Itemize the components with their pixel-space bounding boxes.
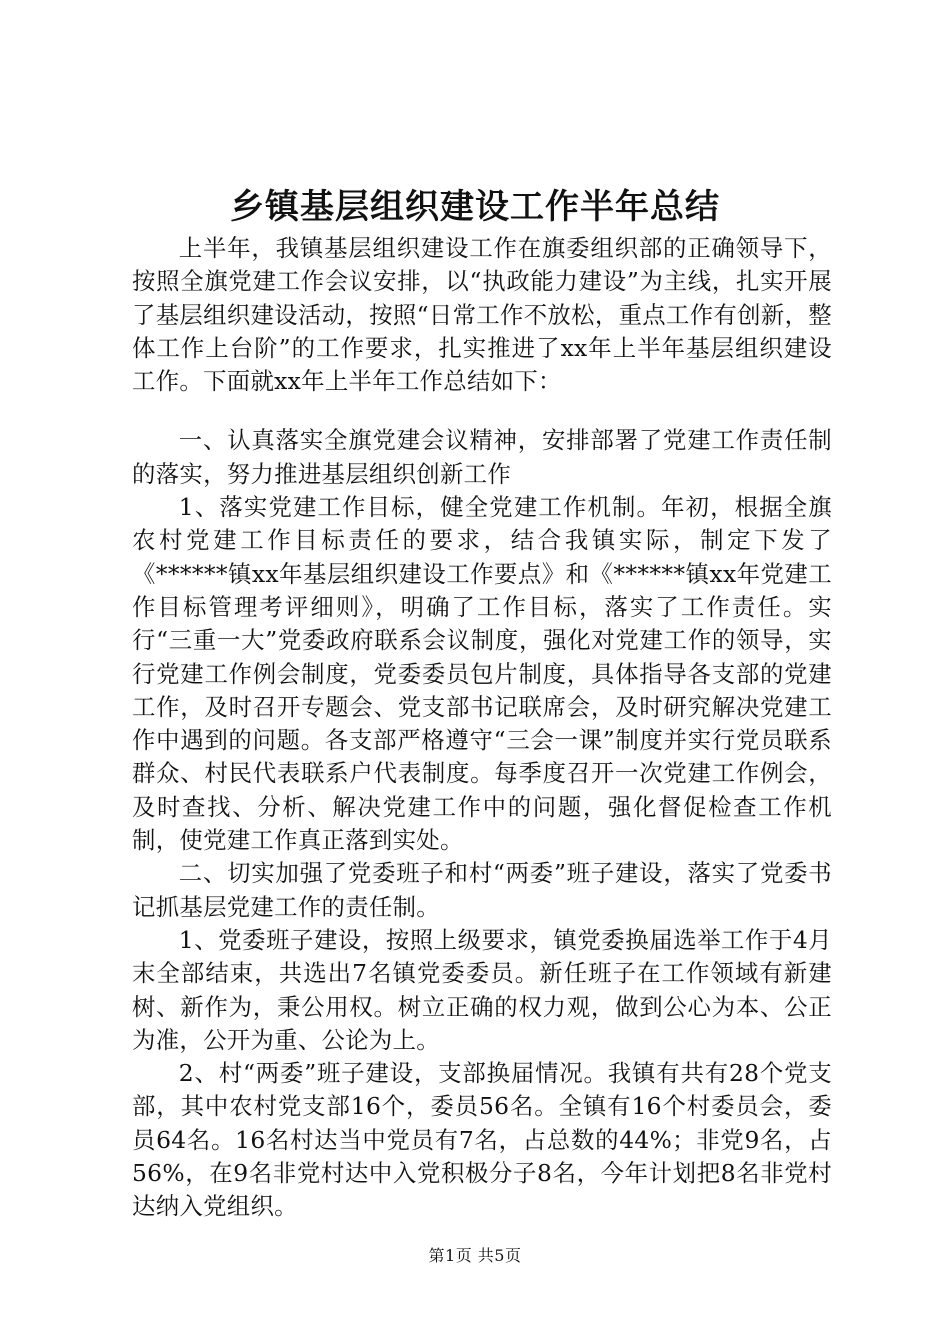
section-heading-1: 一、认真落实全旗党建会议精神，安排部署了党建工作责任制的落实，努力推进基层组织创新工作 [132,426,832,488]
page-footer: 第1页 共5页 [428,1246,522,1265]
section-heading-2: 二、切实加强了党委班子和村“两委”班子建设，落实了党委书记抓基层党建工作的责任制。 [132,859,832,921]
paragraph-2-2: 2、村“两委”班子建设，支部换届情况。我镇有共有28个党支部，其中农村党支部16个，委员56名。全镇有16个村委员会，委员64名。16名村达当中党员有7名，占总数的44%；非党9名，占56%，在9名非党村达中入党积极分子8名，今年计划把8名非党村达纳入党组织。 [132,1059,832,1221]
paragraph-2-1: 1、党委班子建设，按照上级要求，镇党委换届选举工作于4月末全部结束，共选出7名镇党委委员。新任班子在工作领域有新建树、新作为，秉公用权。树立正确的权力观，做到公心为本、公正为准，公开为重、公论为上。 [132,925,832,1054]
document-body [132,232,832,1224]
document-title: 乡镇基层组织建设工作半年总结 [230,187,720,227]
paragraph-intro: 上半年，我镇基层组织建设工作在旗委组织部的正确领导下，按照全旗党建工作会议安排，以“执政能力建设”为主线，扎实开展了基层组织建设活动，按照“日常工作不放松，重点工作有创新，整体工作上台阶”的工作要求，扎实推进了xx年上半年基层组织建设工作。下面就xx年上半年工作总结如下： [132,234,832,396]
paragraph-1-1: 1、落实党建工作目标，健全党建工作机制。年初，根据全旗农村党建工作目标责任的要求，结合我镇实际，制定下发了《******镇xx年基层组织建设工作要点》和《******镇xx年党建工作目标管理考评细则》，明确了工作目标，落实了工作责任。实行“三重一大”党委政府联系会议制度，强化对党建工作的领导，实行党建工作例会制度，党委委员包片制度，具体指导各支部的党建工作，及时召开专题会、党支部书记联席会，及时研究解决党建工作中遇到的问题。各支部严格遵守“三会一课”制度并实行党员联系群众、村民代表联系户代表制度。每季度召开一次党建工作例会，及时查找、分析、解决党建工作中的问题，强化督促检查工作机制，使党建工作真正落到实处。 [132,493,832,855]
